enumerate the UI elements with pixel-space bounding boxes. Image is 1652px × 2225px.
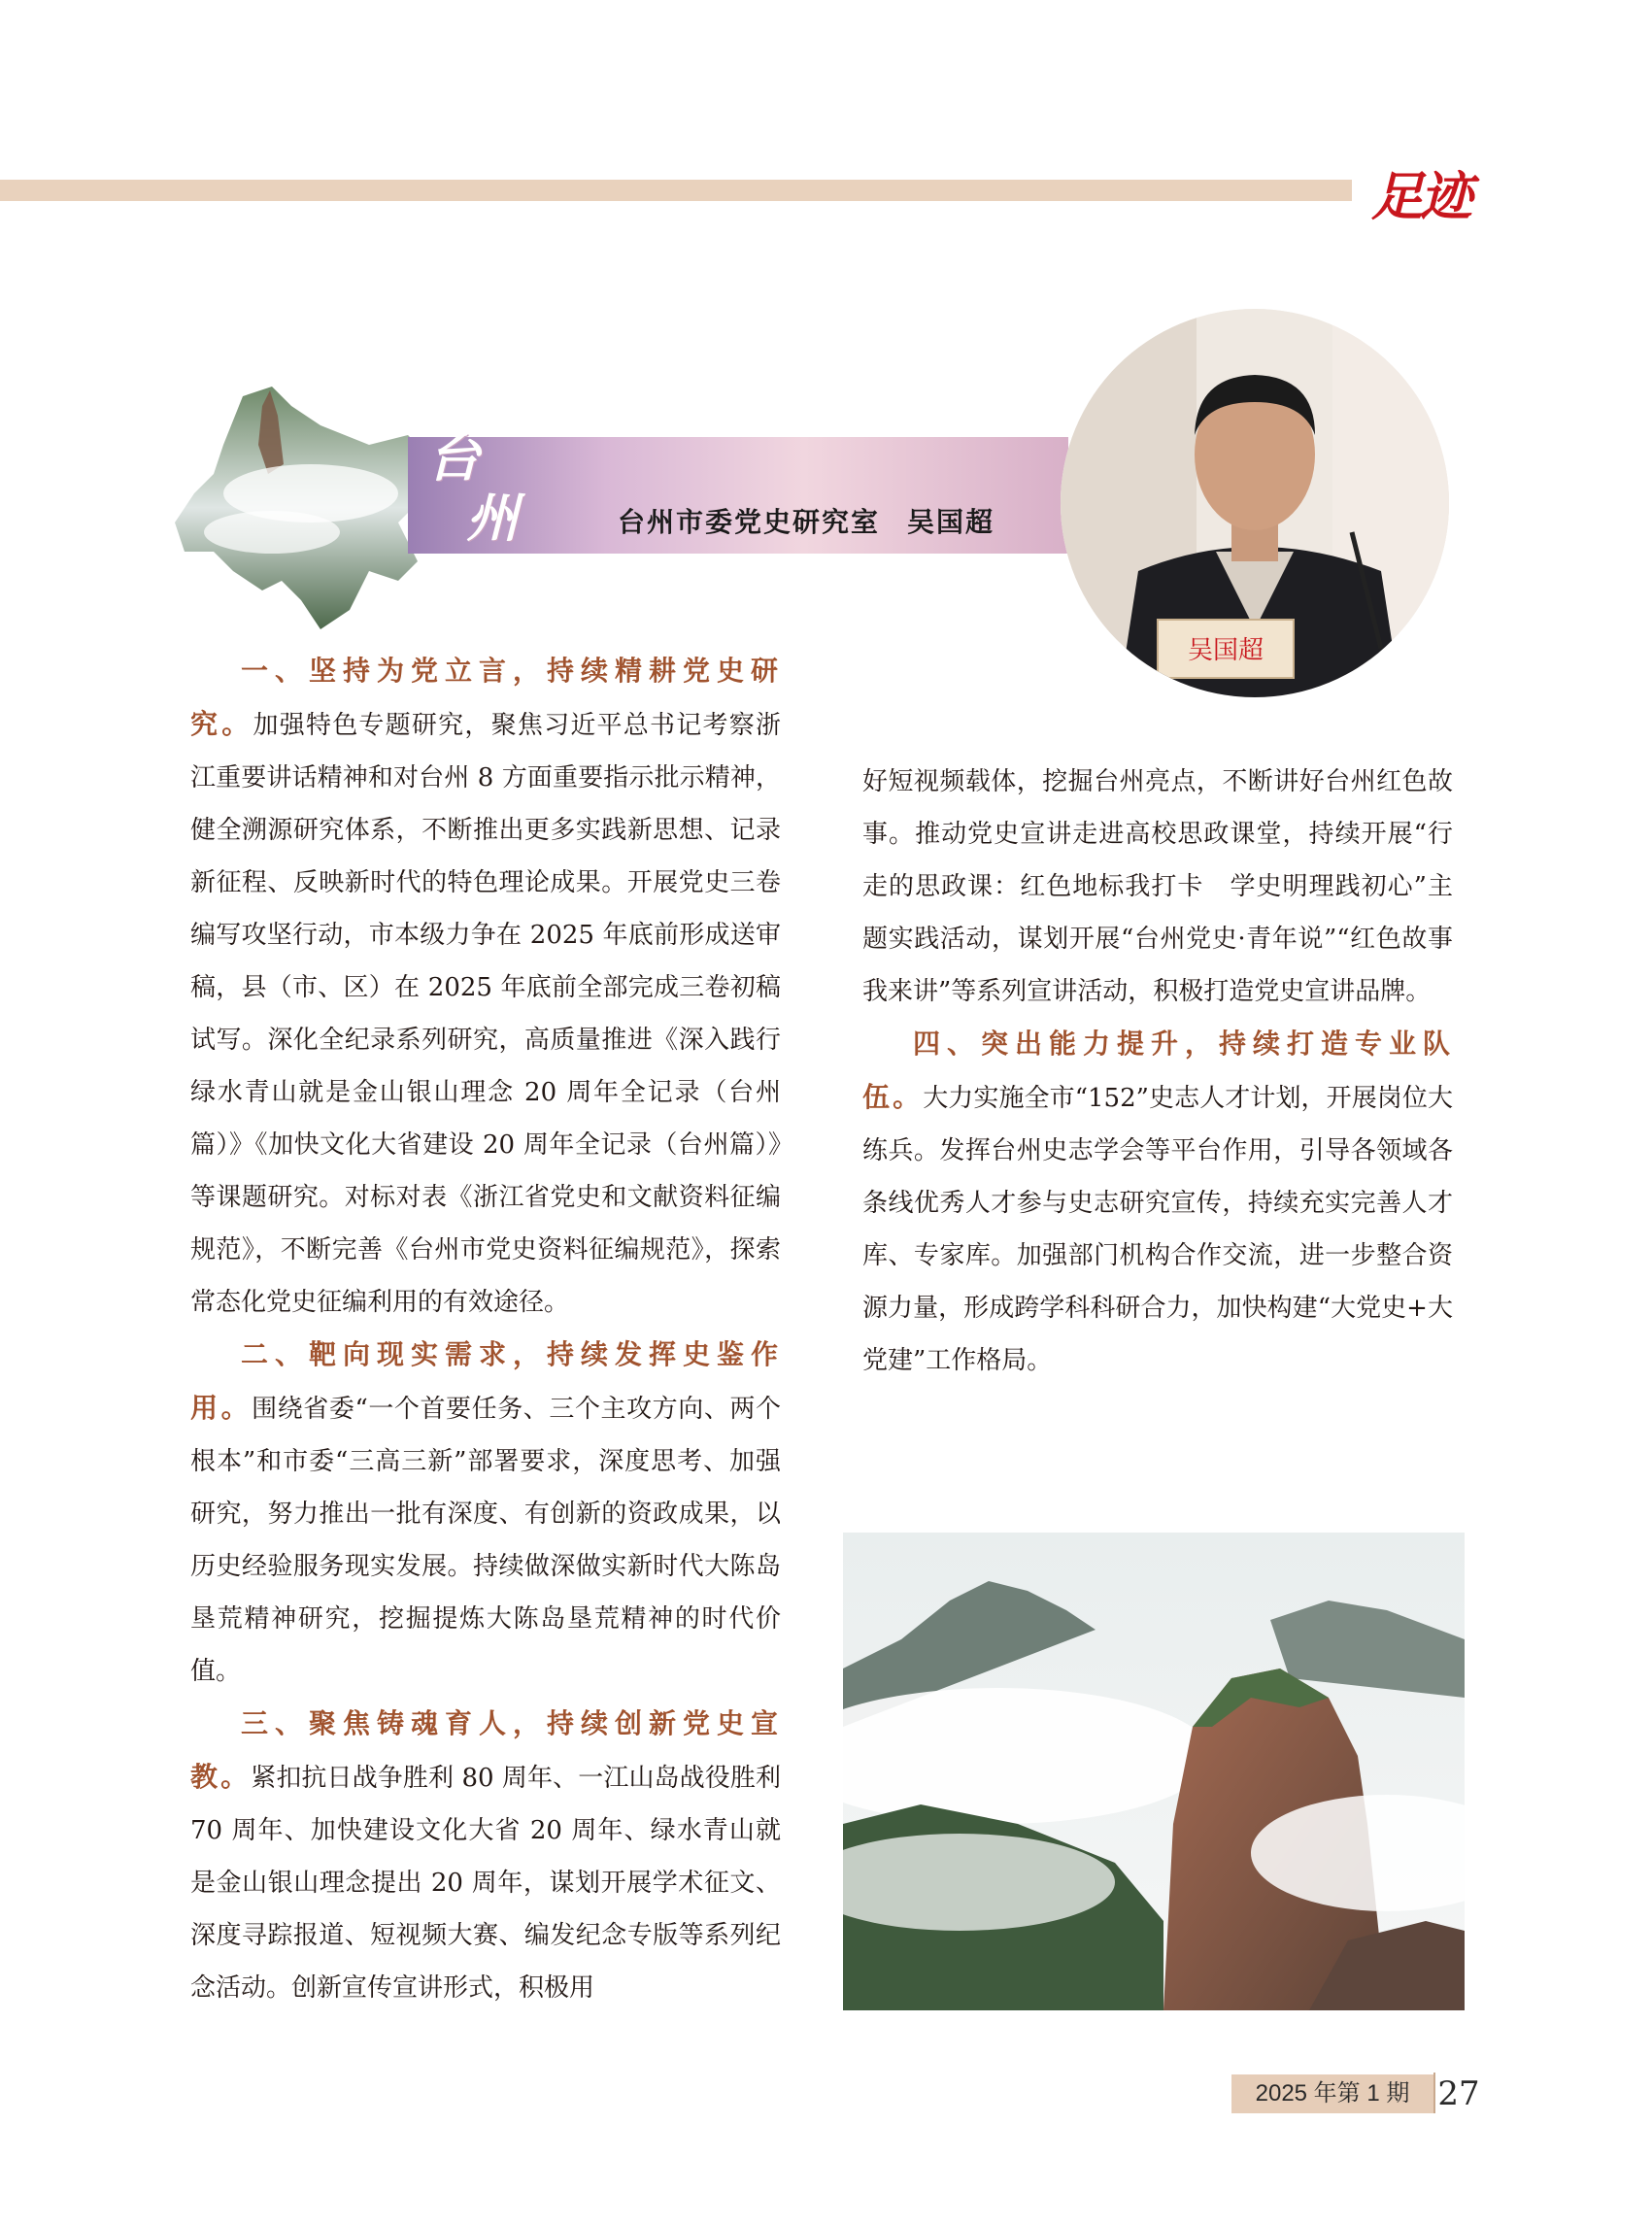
region-title-char-1: 台: [427, 426, 480, 489]
byline-author: 吴国超: [907, 506, 995, 538]
left-column: [190, 645, 781, 2014]
author-portrait: [1061, 309, 1449, 697]
section-4-text: 大力实施全市“152”史志人才计划，开展岗位大练兵。发挥台州史志学会等平台作用，引导各领域各条线优秀人才参与史志研究宣传，持续充实完善人才库、专家库。加强部门机构合作交流，进一步整合资源力量，形成跨学科科研合力，加快构建“大党史+大党建”工作格局。: [862, 1084, 1453, 1375]
issue-label: 2025 年第 1 期: [1231, 2074, 1433, 2113]
section-4-paragraph: [862, 1018, 1453, 1387]
section-4-heading: 四、突出能力提升，持续打造专业队伍。: [862, 1028, 1453, 1113]
nameplate-text: 吴国超: [1187, 636, 1264, 665]
page-number: 27: [1433, 2073, 1482, 2113]
section-1-paragraph: [190, 645, 781, 1329]
column-logo: 足迹: [1371, 165, 1468, 227]
taizhou-map-icon: [175, 387, 447, 629]
region-title: [427, 427, 534, 548]
section-3-heading: 三、聚焦铸魂育人，持续创新党史宣教。: [190, 1707, 781, 1793]
region-title-char-2: 州: [466, 487, 519, 549]
section-2-heading: 二、靶向现实需求，持续发挥史鉴作用。: [190, 1338, 781, 1424]
section-1-heading: 一、坚持为党立言，持续精耕党史研究。: [190, 655, 781, 740]
section-3-paragraph: [190, 1698, 781, 2014]
section-2-paragraph: [190, 1329, 781, 1698]
right-column: [862, 756, 1453, 1387]
byline: [618, 501, 995, 540]
top-decorative-bar: [0, 180, 1352, 201]
section-3-text: 紧扣抗日战争胜利 80 周年、一江山岛战役胜利 70 周年、加快建设文化大省 20 周年、绿水青山就是金山银山理念提出 20 周年，谋划开展学术征文、深度寻踪报道、短视频大赛、编发纪念专版等系列纪念活动。创新宣传宣讲形式，积极用: [190, 1764, 781, 2003]
section-3-continued: 好短视频载体，挖掘台州亮点，不断讲好台州红色故事。推动党史宣讲走进高校思政课堂，持续开展“行走的思政课：红色地标我打卡 学史明理践初心”主题实践活动，谋划开展“台州党史·青年说”“红色故事我来讲”等系列宣讲活动，积极打造党史宣讲品牌。: [862, 767, 1453, 1006]
byline-organization: 台州市委党史研究室: [618, 506, 881, 538]
section-1-text: 加强特色专题研究，聚焦习近平总书记考察浙江重要讲话精神和对台州 8 方面重要指示批示精神，健全溯源研究体系，不断推出更多实践新思想、记录新征程、反映新时代的特色理论成果。开展党史三卷编写攻坚行动，市本级力争在 2025 年底前形成送审稿，县（市、区）在 2025 年底前全部完成三卷初稿试写。深化全纪录系列研究，高质量推进《深入践行绿水青山就是金山银山理念 20 周年全记录（台州篇）》《加快文化大省建设 20 周年全记录（台州篇）》等课题研究。对标对表《浙江省党史和文献资料征编规范》，不断完善《台州市党史资料征编规范》，探索常态化党史征编利用的有效途径。: [190, 711, 781, 1317]
mountain-landscape-photo: [843, 1533, 1465, 2010]
section-2-text: 围绕省委“一个首要任务、三个主攻方向、两个根本”和市委“三高三新”部署要求，深度思考、加强研究，努力推出一批有深度、有创新的资政成果，以历史经验服务现实发展。持续做深做实新时代大陈岛垦荒精神研究，挖掘提炼大陈岛垦荒精神的时代价值。: [190, 1395, 781, 1686]
